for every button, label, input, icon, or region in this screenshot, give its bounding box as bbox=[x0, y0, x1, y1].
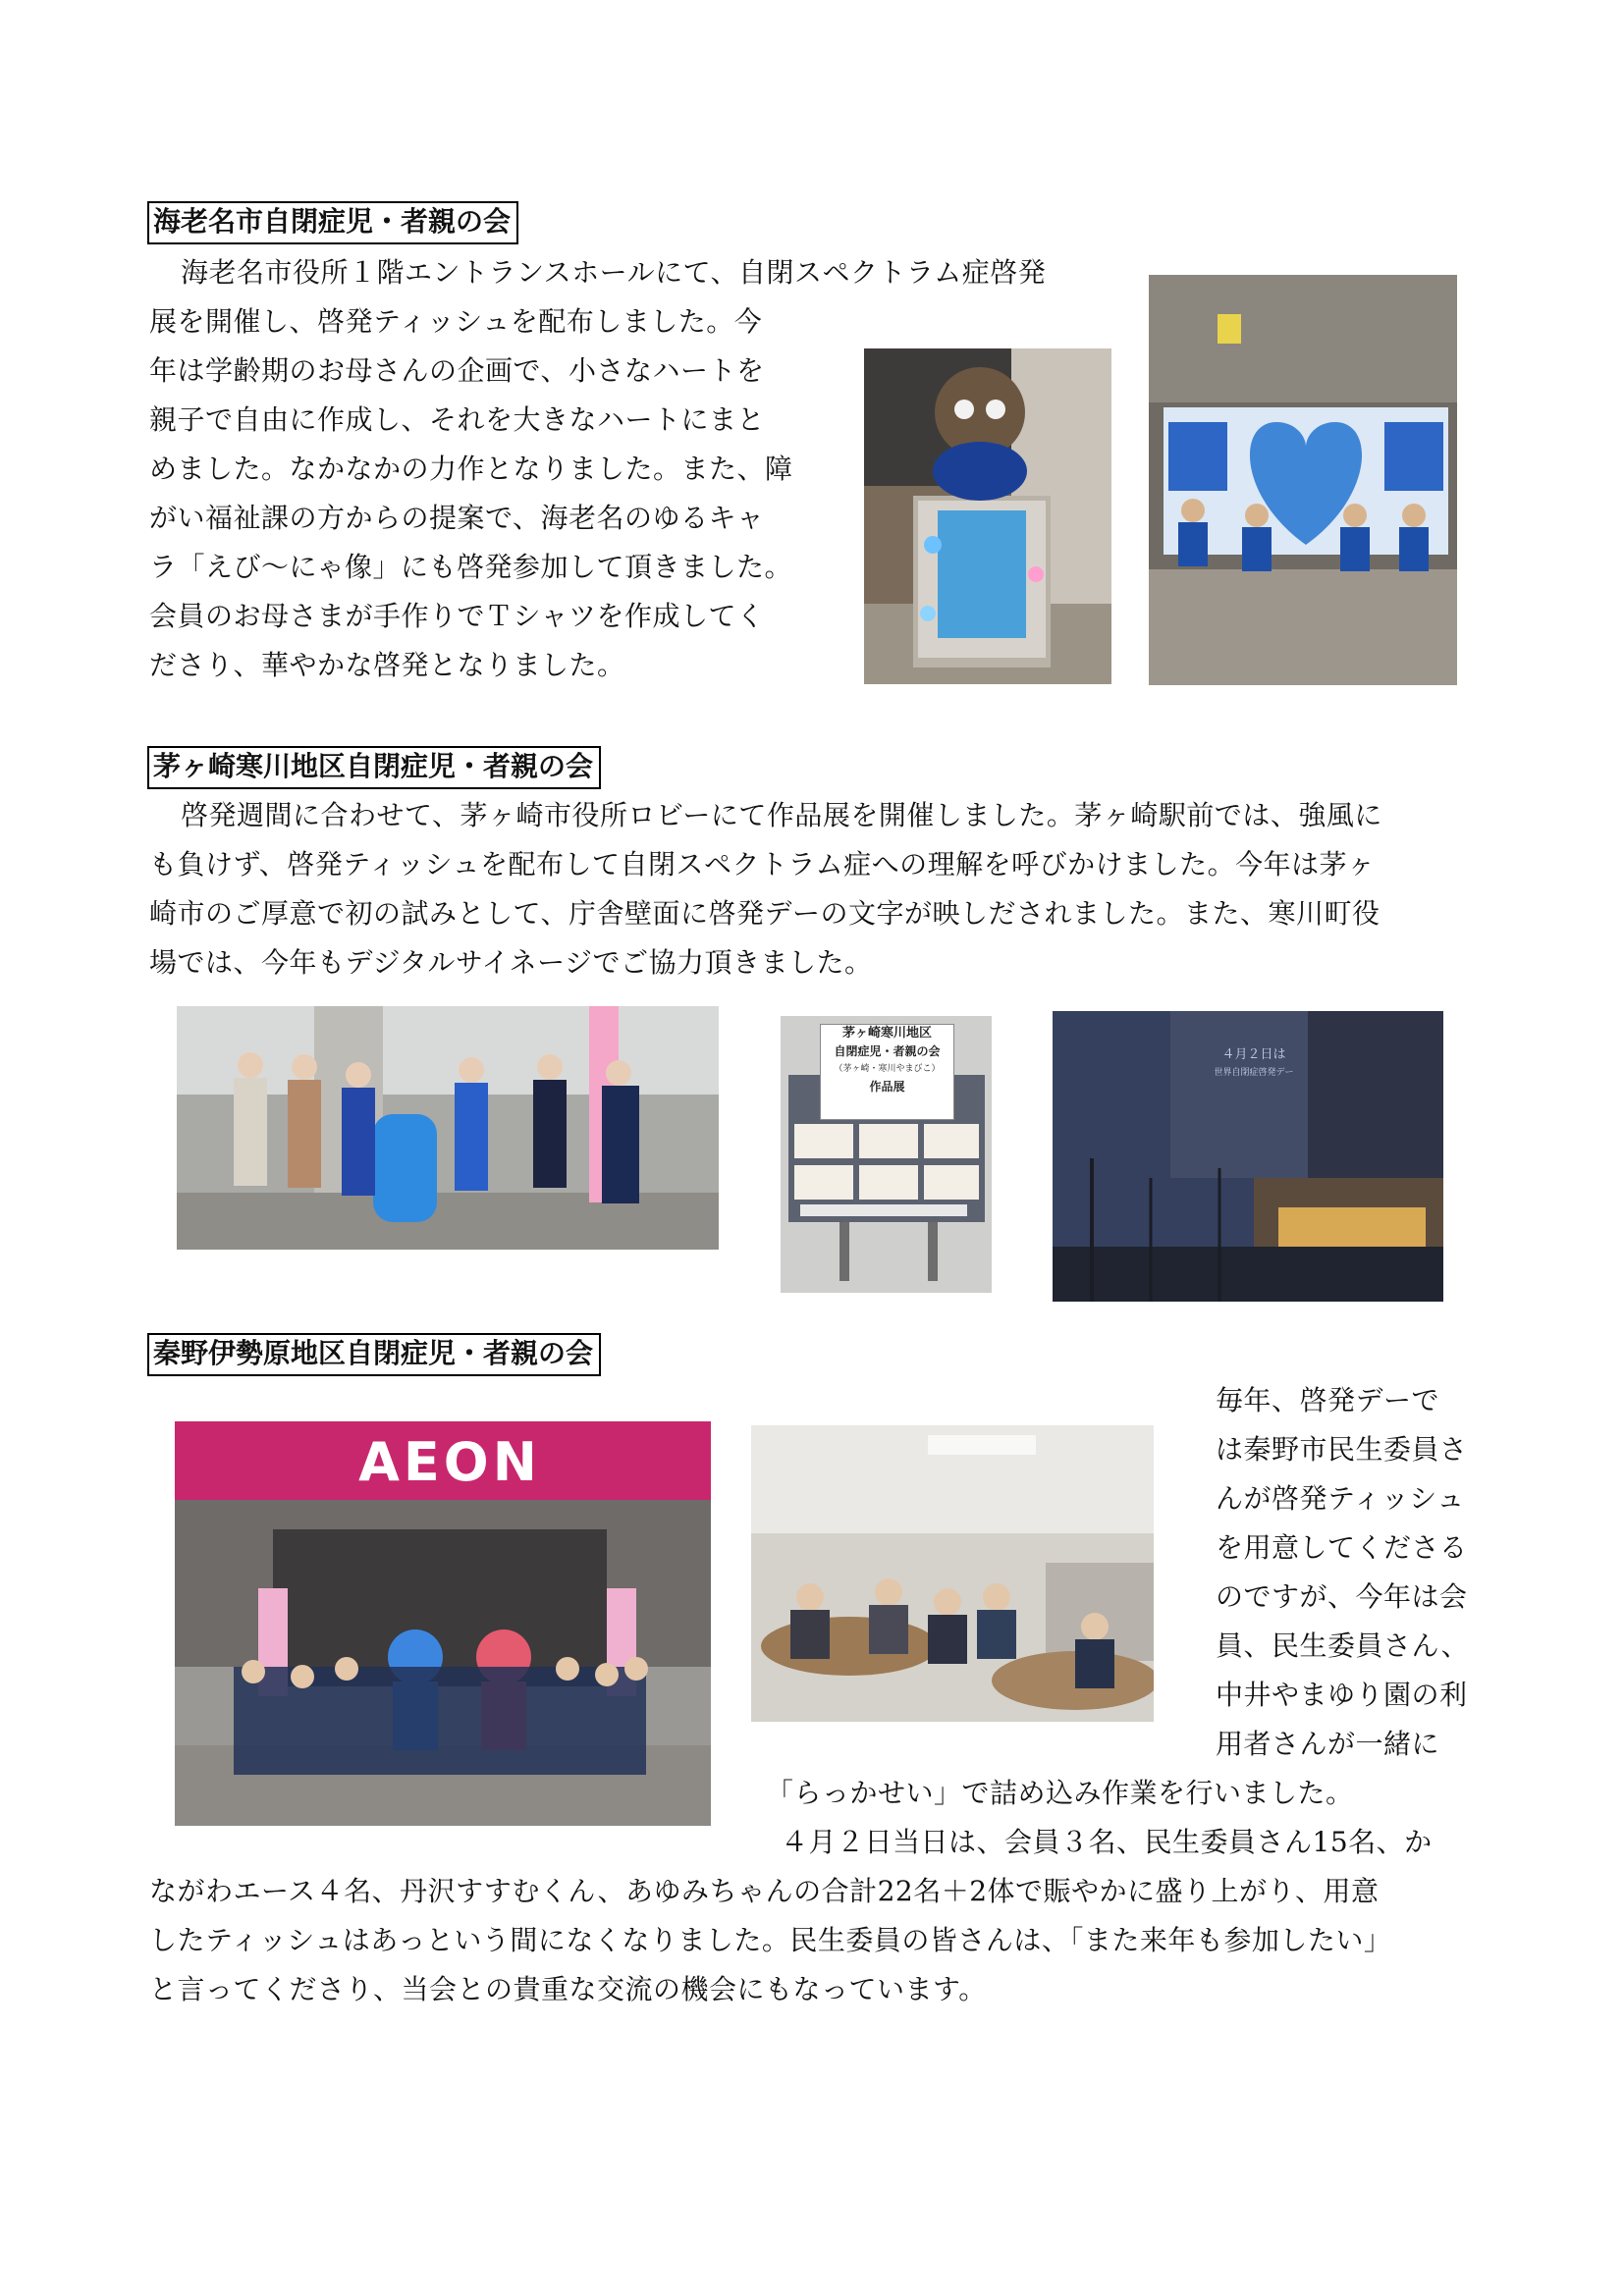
section3-side-line-5: のですが、今年は会 bbox=[1216, 1580, 1468, 1613]
section3-line-4: したティッシュはあっという間になくなりました。民生委員の皆さんは、「また来年も参加したい」 bbox=[149, 1924, 1392, 1956]
photo-exhibition-board bbox=[781, 1016, 992, 1293]
exhibition-sign bbox=[820, 1024, 954, 1120]
sign-line-1: 茅ヶ崎寒川地区 bbox=[841, 1026, 932, 1041]
section1-line-7: ラ「えび～にゃ像」にも啓発参加して頂きました。 bbox=[149, 551, 792, 583]
section1-line-4: 親子で自由に作成し、それを大きなハートにまと bbox=[149, 403, 766, 436]
section2-line-1: 啓発週間に合わせて、茅ヶ崎市役所ロビーにて作品展を開催しました。茅ヶ崎駅前では、強風に bbox=[181, 799, 1382, 831]
projection-line-2: 世界自閉症啓発デー bbox=[1214, 1068, 1294, 1078]
section3-line-3: ながわエース４名、丹沢すすむくん、あゆみちゃんの合計22名＋2体で賑やかに盛り上がり、用意 bbox=[149, 1875, 1380, 1907]
section3-side-line-2: は秦野市民生委員さ bbox=[1216, 1433, 1468, 1466]
section3-heading: 秦野伊勢原地区自閉症児・者親の会 bbox=[147, 1333, 601, 1376]
section1-line-6: がい福祉課の方からの提案で、海老名のゆるキャ bbox=[149, 502, 765, 534]
aeon-store-sign: AEON bbox=[358, 1431, 541, 1493]
section2-line-2: も負けず、啓発ティッシュを配布して自閉スペクトラム症への理解を呼びかけました。今年は茅ヶ bbox=[149, 848, 1376, 881]
photo-aeon-group bbox=[175, 1421, 711, 1826]
section3-side-line-4: を用意してくださる bbox=[1216, 1531, 1468, 1564]
section1-line-2: 展を開催し、啓発ティッシュを配布しました。今 bbox=[149, 305, 763, 338]
photo-mascot-statue bbox=[864, 348, 1111, 684]
section3-side-line-6: 員、民生委員さん、 bbox=[1216, 1629, 1470, 1662]
section2-line-3: 崎市のご厚意で初の試みとして、庁舎壁面に啓発デーの文字が映しだされました。また、寒川町役 bbox=[149, 897, 1380, 930]
photo-station-group bbox=[177, 1006, 719, 1250]
photo-tissue-packing bbox=[751, 1425, 1154, 1722]
photo-heart-display bbox=[1149, 275, 1457, 685]
section3-side-line-8: 用者さんが一緒に bbox=[1216, 1728, 1440, 1760]
sign-line-4: 作品展 bbox=[869, 1080, 905, 1094]
section3-line-1: 「らっかせい」で詰め込み作業を行いました。 bbox=[766, 1777, 1354, 1809]
section3-side-line-1: 毎年、啓発デーで bbox=[1216, 1384, 1440, 1416]
section3-line-2: ４月２日当日は、会員３名、民生委員さん15名、か bbox=[781, 1826, 1433, 1858]
section3-side-line-3: んが啓発ティッシュ bbox=[1216, 1482, 1465, 1515]
section1-heading: 海老名市自閉症児・者親の会 bbox=[147, 201, 518, 244]
projection-line-1: ４月２日は bbox=[1221, 1047, 1286, 1062]
photo-night-projection bbox=[1053, 1011, 1443, 1302]
section1-line-5: めました。なかなかの力作となりました。また、障 bbox=[149, 453, 793, 485]
projection-text bbox=[1190, 1045, 1318, 1081]
section1-line-3: 年は学齢期のお母さんの企画で、小さなハートを bbox=[149, 354, 765, 387]
section2-line-4: 場では、今年もデジタルサイネージでご協力頂きました。 bbox=[149, 946, 873, 979]
section2-heading: 茅ヶ崎寒川地区自閉症児・者親の会 bbox=[147, 746, 601, 789]
sign-line-3: （茅ヶ崎・寒川やまびこ） bbox=[834, 1064, 941, 1074]
section1-line-9: ださり、華やかな啓発となりました。 bbox=[149, 649, 625, 681]
section3-line-5: と言ってくださり、当会との貴重な交流の機会にもなっています。 bbox=[149, 1973, 987, 2005]
section1-line-8: 会員のお母さまが手作りでＴシャツを作成してく bbox=[149, 600, 765, 632]
section1-line-1: 海老名市役所１階エントランスホールにて、自閉スペクトラム症啓発 bbox=[181, 256, 1047, 289]
section3-side-line-7: 中井やまゆり園の利 bbox=[1216, 1679, 1468, 1711]
sign-line-2: 自閉症児・者親の会 bbox=[834, 1044, 941, 1058]
